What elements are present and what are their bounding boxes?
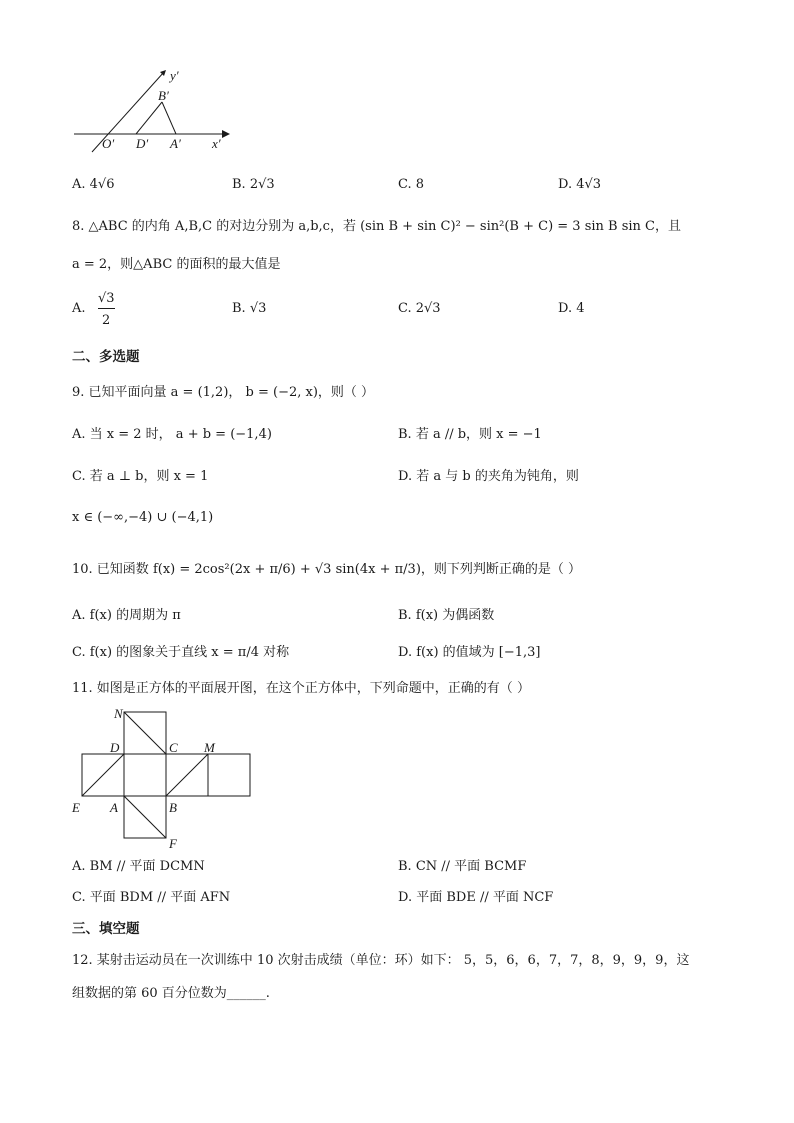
- q10-option-a: A. f(x) 的周期为 π: [72, 608, 181, 623]
- net-label-a: A: [110, 800, 118, 815]
- q9-option-c: C. 若 a ⊥ b，则 x = 1: [72, 469, 209, 484]
- net-label-c: C: [169, 740, 178, 755]
- q11-option-b: B. CN // 平面 BCMF: [398, 859, 527, 874]
- q10-stem: 10. 已知函数 f(x) = 2cos²(2x + π/6) + √3 sin(4x + π/3)，则下列判断正确的是（ ）: [72, 562, 582, 577]
- q10-option-d: D. f(x) 的值域为 [−1,3]: [398, 645, 541, 660]
- q8-stem-line2: a = 2，则△ABC 的面积的最大值是: [72, 257, 281, 272]
- q9-stem: 9. 已知平面向量 a = (1,2)， b = (−2, x)，则（ ）: [72, 385, 375, 400]
- label-a-prime: A′: [170, 136, 181, 151]
- q11-option-c: C. 平面 BDM // 平面 AFN: [72, 890, 231, 905]
- q10-option-b: B. f(x) 为偶函数: [398, 608, 495, 623]
- q7-option-d: D. 4√3: [558, 177, 602, 192]
- cube-net-figure: [70, 704, 260, 854]
- label-b-prime: B′: [158, 88, 169, 103]
- q9-option-b: B. 若 a // b，则 x = −1: [398, 427, 542, 442]
- q9-option-a: A. 当 x = 2 时， a + b = (−1,4): [72, 427, 272, 442]
- q8-option-c: C. 2√3: [398, 301, 441, 316]
- label-x-prime: x′: [212, 136, 221, 151]
- oblique-axes-figure: [70, 66, 240, 156]
- q7-option-b: B. 2√3: [232, 177, 275, 192]
- q8-option-a-numerator: √3: [98, 290, 115, 309]
- q9-option-d: D. 若 a 与 b 的夹角为钝角，则: [398, 469, 579, 484]
- q9-option-d-continued: x ∈ (−∞,−4) ∪ (−4,1): [72, 510, 214, 525]
- q11-option-a: A. BM // 平面 DCMN: [72, 859, 205, 874]
- net-label-n: N: [114, 706, 123, 721]
- section-title-multiple-choice: 二、多选题: [72, 349, 140, 365]
- q8-option-d: D. 4: [558, 301, 585, 316]
- q11-stem: 11. 如图是正方体的平面展开图，在这个正方体中，下列命题中，正确的有（ ）: [72, 681, 530, 696]
- label-y-prime: y′: [170, 68, 179, 83]
- q10-option-c: C. f(x) 的图象关于直线 x = π/4 对称: [72, 645, 290, 660]
- label-o-prime: O′: [102, 136, 115, 151]
- q11-option-d: D. 平面 BDE // 平面 NCF: [398, 890, 554, 905]
- net-label-d: D: [110, 740, 120, 755]
- q8-option-a-label: A.: [72, 301, 86, 316]
- q8-option-a-denominator: 2: [102, 313, 111, 328]
- net-label-m: M: [204, 740, 215, 755]
- q12-stem-line2: 组数据的第 60 百分位数为______.: [72, 986, 270, 1001]
- q7-option-c: C. 8: [398, 177, 425, 192]
- net-label-e: E: [72, 800, 80, 815]
- q8-stem-line1: 8. △ABC 的内角 A,B,C 的对边分别为 a,b,c，若 (sin B + sin C)² − sin²(B + C) = 3 sin B sin C，且: [72, 219, 682, 234]
- net-label-b: B: [169, 800, 177, 815]
- q7-option-a: A. 4√6: [72, 177, 115, 192]
- section-title-fill-in: 三、填空题: [72, 921, 140, 937]
- label-d-prime: D′: [136, 136, 149, 151]
- q8-option-b: B. √3: [232, 301, 267, 316]
- net-label-f: F: [169, 836, 177, 851]
- q12-stem-line1: 12. 某射击运动员在一次训练中 10 次射击成绩（单位：环）如下： 5，5，6，6，7，7，8，9，9，9，这: [72, 953, 690, 968]
